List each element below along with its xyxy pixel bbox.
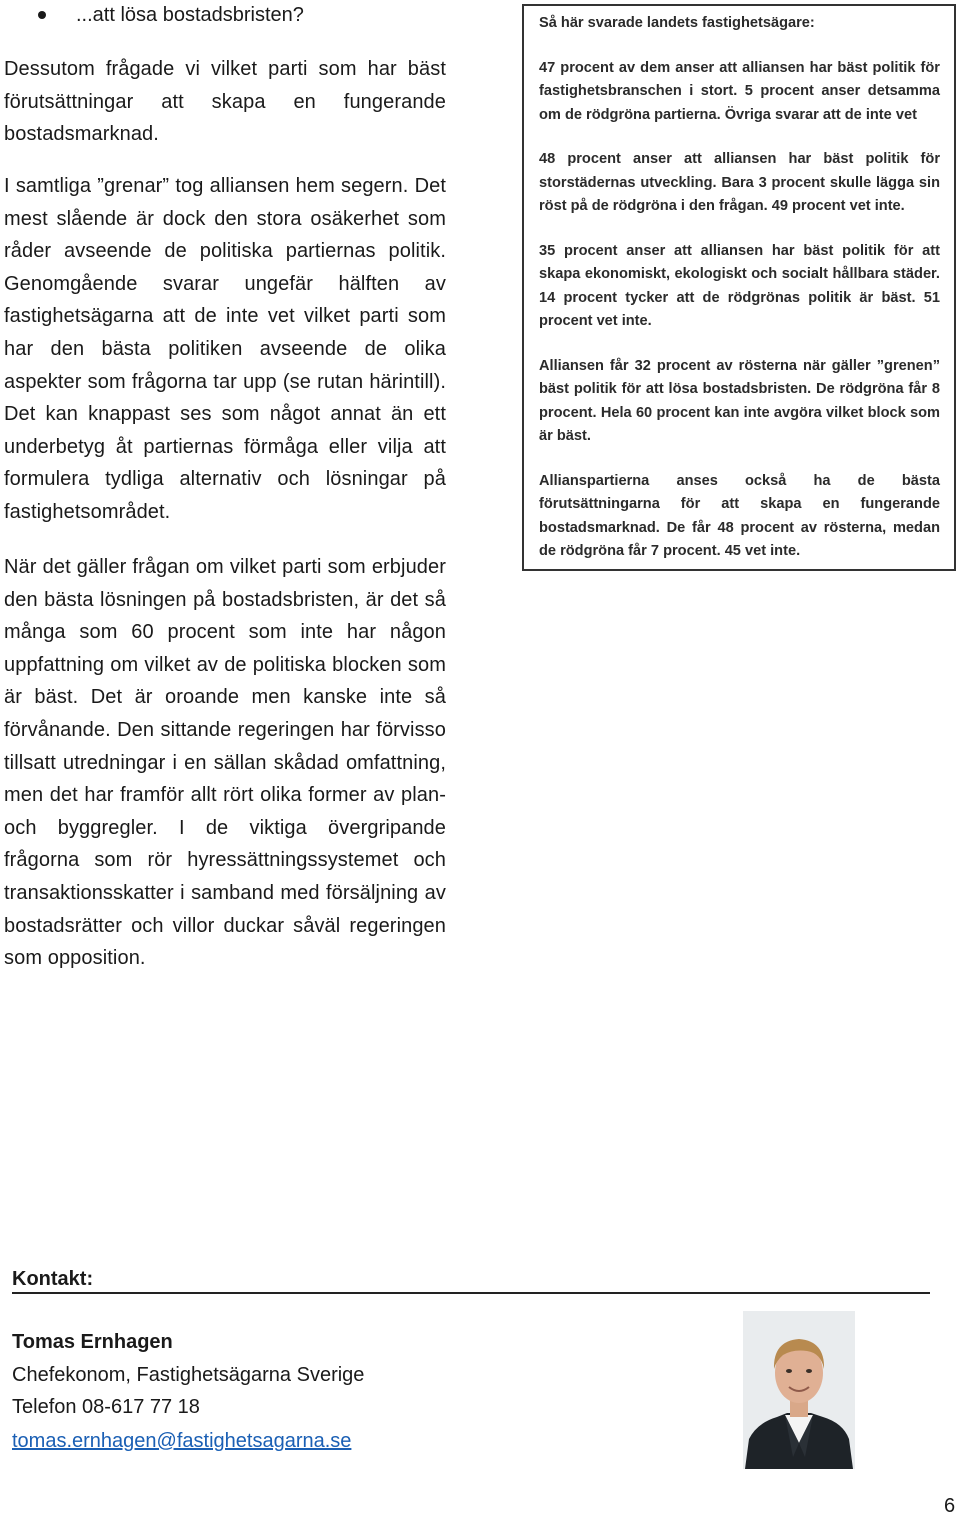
paragraph-3 <box>4 551 446 975</box>
box-paragraph: Allianspartierna anses också ha de bästa förutsättningarna för att skapa en fungerande bostadsmarknad. De får 48 procent av rösterna, medan de rödgröna får 7 procent. 45 vet inte. <box>539 472 940 559</box>
bullet-text: ...att lösa bostadsbristen? <box>76 4 304 26</box>
box-heading: Så här svarade landets fastighetsägare: <box>539 15 815 31</box>
contact-photo <box>743 1311 855 1469</box>
bullet-item <box>38 2 304 28</box>
survey-results-box <box>522 4 956 571</box>
paragraph-text: Dessutom frågade vi vilket parti som har bäst förutsättningar att skapa en fungerande bostadsmarknad. <box>4 58 446 146</box>
bullet-icon <box>38 11 46 19</box>
box-paragraph: 35 procent anser att alliansen har bäst politik för att skapa ekonomiskt, ekologiskt och socialt hållbara städer. 14 procent tycker att de rödgrönas politik är bäst. 51 procent vet inte. <box>539 242 940 329</box>
paragraph-2 <box>4 170 446 529</box>
paragraph-text: När det gäller frågan om vilket parti som erbjuder den bästa lösningen på bostadsbristen, är det så många som 60 procent som inte har någon uppfattning om vilket av de politiska blocken som är bäst. Det är oroande men kanske inte så förvånande. Den sittande regeringen har förvisso tillsatt utredningar i en sällan skådad omfattning, men det har framför allt rört olika former av plan- och byggregler. I de viktiga övergripande frågorna som rör hyressättningssystemet och transaktionsskatter i samband med försäljning av bostadsrätter och villor duckar såväl regeringen som opposition. <box>4 556 446 970</box>
box-paragraph: 48 procent anser att alliansen har bäst politik för storstädernas utveckling. Bara 3 procent skulle lägga sin röst på de rödgröna i den frågan. 49 procent vet inte. <box>539 151 940 214</box>
contact-phone: Telefon 08-617 77 18 <box>12 1396 200 1418</box>
contact-email-link[interactable]: tomas.ernhagen@fastighetsagarna.se <box>12 1430 352 1452</box>
contact-name: Tomas Ernhagen <box>12 1331 173 1353</box>
paragraph-text: I samtliga ”grenar” tog alliansen hem segern. Det mest slående är dock den stora osäkerhet som råder avseende de politiska partiernas politik. Genomgående svarar ungefär hälften av fastighetsägarna att de inte vet vilket parti som har den bästa politiken avseende de olika aspekter som frågorna tar upp (se rutan härintill). Det kan knappast ses som något annat än ett underbetyg åt partiernas förmåga eller vilja att formulera tydliga alternativ och lösningar på fastighetsområdet. <box>4 175 446 523</box>
page-number: 6 <box>944 1495 956 1517</box>
box-paragraph: 47 procent av dem anser att alliansen har bäst politik för fastighetsbranschen i stort. 5 procent anser detsamma om de rödgröna partierna. Övriga svarar att de inte vet <box>539 59 940 123</box>
contact-heading: Kontakt: <box>12 1268 94 1290</box>
paragraph-1 <box>4 53 446 151</box>
contact-title: Chefekonom, Fastighetsägarna Sverige <box>12 1364 365 1386</box>
box-paragraph: Alliansen får 32 procent av rösterna när gäller ”grenen” bäst politik för att lösa bostadsbristen. De rödgröna får 8 procent. Hela 60 procent kan inte avgöra vilket block som är bäst. <box>539 357 940 444</box>
divider <box>12 1292 930 1294</box>
